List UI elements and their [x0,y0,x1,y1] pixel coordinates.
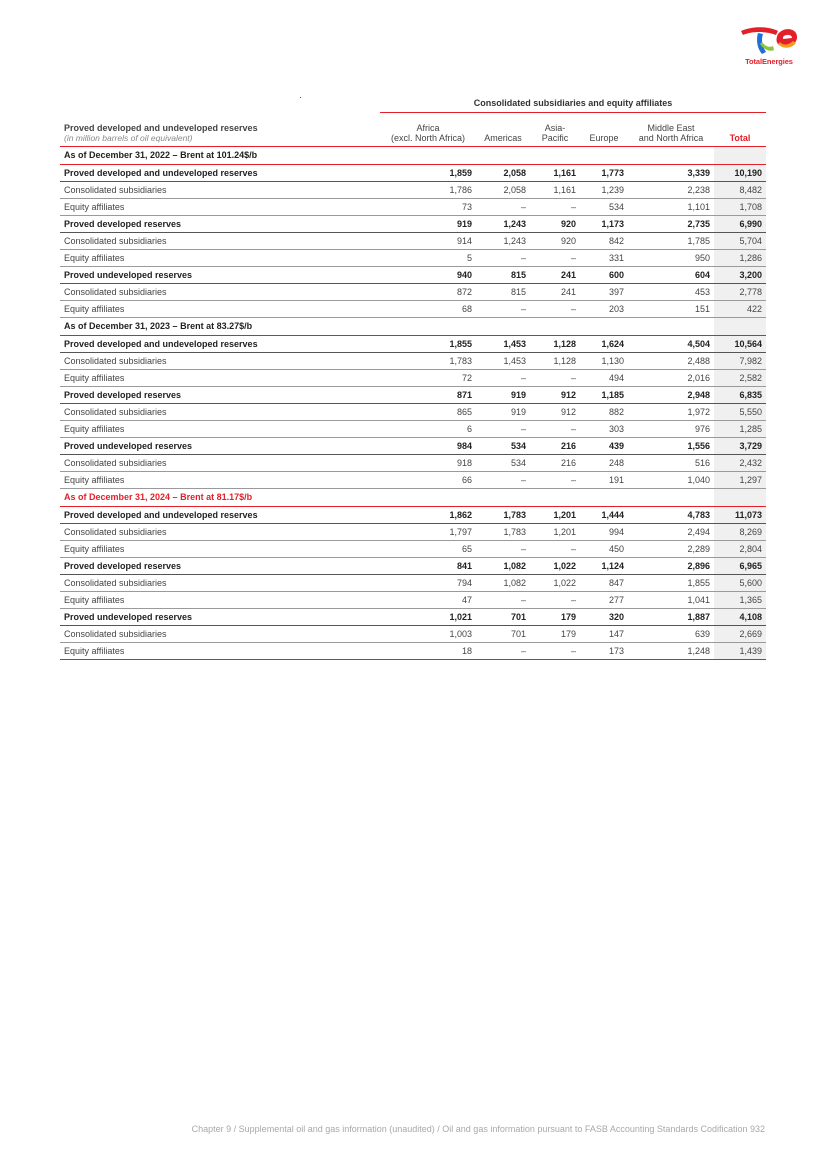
row-label: Consolidated subsidiaries [60,403,380,420]
value-cell: 397 [580,283,628,300]
value-cell: 1,797 [380,523,476,540]
total-column-cell [714,146,766,164]
value-cell: 1,855 [628,574,714,591]
row-label: Equity affiliates [60,198,380,215]
value-cell: 1,082 [476,557,530,574]
value-cell: 1,243 [476,215,530,232]
value-cell: 277 [580,591,628,608]
value-cell: 1,021 [380,608,476,625]
col-header-middle-east: Middle East and North Africa [628,112,714,146]
value-cell: 815 [476,266,530,283]
value-cell: 1,003 [380,625,476,642]
table-row [60,386,766,403]
value-cell: 4,504 [628,335,714,352]
value-cell: 1,783 [476,506,530,523]
value-cell: 1,128 [530,352,580,369]
value-cell: 4,783 [628,506,714,523]
row-label: Consolidated subsidiaries [60,232,380,249]
section-label: As of December 31, 2023 – Brent at 83.27$/b [60,317,714,335]
value-cell: 66 [380,471,476,488]
value-cell: 1,786 [380,181,476,198]
total-cell: 8,269 [714,523,766,540]
logo-text: TotalEnergies [745,57,793,66]
total-cell: 2,804 [714,540,766,557]
value-cell: 1,239 [580,181,628,198]
value-cell: 241 [530,266,580,283]
row-label: Proved developed reserves [60,386,380,403]
value-cell: 68 [380,300,476,317]
row-label: Equity affiliates [60,540,380,557]
value-cell: 914 [380,232,476,249]
row-label: Proved developed reserves [60,557,380,574]
table-row [60,625,766,642]
row-label: Proved developed reserves [60,215,380,232]
value-cell: 815 [476,283,530,300]
value-cell: 872 [380,283,476,300]
value-cell: 216 [530,454,580,471]
value-cell: 1,124 [580,557,628,574]
value-cell: – [530,642,580,659]
value-cell: 1,130 [580,352,628,369]
row-label: Proved undeveloped reserves [60,608,380,625]
total-cell: 1,297 [714,471,766,488]
value-cell: 865 [380,403,476,420]
value-cell: – [476,591,530,608]
value-cell: 2,948 [628,386,714,403]
row-label: Equity affiliates [60,369,380,386]
section-header-row [60,146,766,164]
value-cell: 1,040 [628,471,714,488]
value-cell: 1,783 [380,352,476,369]
row-label: Equity affiliates [60,420,380,437]
value-cell: 842 [580,232,628,249]
total-cell: 3,729 [714,437,766,454]
row-label: Equity affiliates [60,471,380,488]
row-label: Consolidated subsidiaries [60,625,380,642]
value-cell: 1,887 [628,608,714,625]
table-row [60,369,766,386]
value-cell: 1,161 [530,164,580,181]
table-row [60,540,766,557]
value-cell: 494 [580,369,628,386]
value-cell: 1,972 [628,403,714,420]
table-title: Proved developed and undeveloped reserves [64,122,258,133]
value-cell: 1,201 [530,523,580,540]
total-cell: 1,285 [714,420,766,437]
value-cell: – [530,249,580,266]
table-row [60,198,766,215]
value-cell: – [530,300,580,317]
section-label: As of December 31, 2022 – Brent at 101.24$/b [60,146,714,164]
col-header-asia-pacific: Asia- Pacific [530,112,580,146]
value-cell: 2,058 [476,181,530,198]
section-header-row [60,317,766,335]
value-cell: 450 [580,540,628,557]
total-cell: 2,582 [714,369,766,386]
value-cell: 1,556 [628,437,714,454]
total-cell: 5,600 [714,574,766,591]
total-cell: 4,108 [714,608,766,625]
table-row [60,181,766,198]
total-cell: 10,564 [714,335,766,352]
value-cell: 2,289 [628,540,714,557]
total-cell: 1,708 [714,198,766,215]
total-cell: 1,439 [714,642,766,659]
totalenergies-logo [738,24,800,68]
value-cell: 1,185 [580,386,628,403]
value-cell: 918 [380,454,476,471]
row-label: Proved developed and undeveloped reserves [60,506,380,523]
value-cell: 2,494 [628,523,714,540]
table-row [60,215,766,232]
value-cell: 1,041 [628,591,714,608]
total-cell: 5,704 [714,232,766,249]
value-cell: 179 [530,625,580,642]
value-cell: – [530,540,580,557]
total-cell: 6,990 [714,215,766,232]
value-cell: 994 [580,523,628,540]
value-cell: 940 [380,266,476,283]
value-cell: 841 [380,557,476,574]
value-cell: 919 [476,386,530,403]
row-label: Consolidated subsidiaries [60,181,380,198]
table-row [60,352,766,369]
table-row [60,574,766,591]
value-cell: 1,248 [628,642,714,659]
value-cell: 984 [380,437,476,454]
row-label: Proved undeveloped reserves [60,437,380,454]
table-row [60,471,766,488]
table-row [60,608,766,625]
total-cell: 6,965 [714,557,766,574]
col-header-africa: Africa (excl. North Africa) [380,112,476,146]
section-label: As of December 31, 2024 – Brent at 81.17$/b [60,488,714,506]
row-label: Consolidated subsidiaries [60,523,380,540]
table-row [60,300,766,317]
value-cell: 3,339 [628,164,714,181]
value-cell: 794 [380,574,476,591]
value-cell: 920 [530,232,580,249]
value-cell: 203 [580,300,628,317]
value-cell: – [530,471,580,488]
total-cell: 5,550 [714,403,766,420]
value-cell: 871 [380,386,476,403]
value-cell: 701 [476,625,530,642]
value-cell: 191 [580,471,628,488]
value-cell: 65 [380,540,476,557]
total-cell: 2,778 [714,283,766,300]
total-cell: 422 [714,300,766,317]
value-cell: 303 [580,420,628,437]
value-cell: – [530,420,580,437]
value-cell: 1,624 [580,335,628,352]
row-label: Proved undeveloped reserves [60,266,380,283]
total-column-cell [714,317,766,335]
table-row [60,437,766,454]
row-label: Consolidated subsidiaries [60,283,380,300]
value-cell: 2,488 [628,352,714,369]
reserves-table [60,96,766,660]
row-label: Equity affiliates [60,642,380,659]
table-row [60,283,766,300]
value-cell: 147 [580,625,628,642]
group-header-row [60,96,766,112]
value-cell: 1,785 [628,232,714,249]
value-cell: 1,862 [380,506,476,523]
value-cell: 534 [476,454,530,471]
value-cell: 1,161 [530,181,580,198]
value-cell: 1,453 [476,335,530,352]
column-header-row [60,112,766,146]
total-cell: 1,365 [714,591,766,608]
total-cell: 2,432 [714,454,766,471]
value-cell: 1,773 [580,164,628,181]
value-cell: 5 [380,249,476,266]
value-cell: 1,859 [380,164,476,181]
section-header-row [60,488,766,506]
table-row [60,557,766,574]
col-header-total: Total [714,112,766,146]
value-cell: – [476,471,530,488]
page-footer: Chapter 9 / Supplemental oil and gas information (unaudited) / Oil and gas information pursuant to FASB Accounting Standards Codification 932 [191,1124,765,1134]
value-cell: 882 [580,403,628,420]
table-row [60,403,766,420]
value-cell: 439 [580,437,628,454]
value-cell: 241 [530,283,580,300]
value-cell: – [476,300,530,317]
table-row [60,642,766,659]
value-cell: 919 [476,403,530,420]
total-cell: 8,482 [714,181,766,198]
table-row [60,420,766,437]
value-cell: 912 [530,403,580,420]
group-header: Consolidated subsidiaries and equity affiliates [380,96,766,112]
table-row [60,335,766,352]
value-cell: – [476,420,530,437]
value-cell: 516 [628,454,714,471]
row-label: Proved developed and undeveloped reserves [60,164,380,181]
value-cell: 2,735 [628,215,714,232]
col-header-americas: Americas [476,112,530,146]
value-cell: 216 [530,437,580,454]
value-cell: 1,201 [530,506,580,523]
value-cell: 179 [530,608,580,625]
value-cell: 639 [628,625,714,642]
value-cell: 1,128 [530,335,580,352]
value-cell: 604 [628,266,714,283]
value-cell: 600 [580,266,628,283]
value-cell: – [476,249,530,266]
value-cell: 1,082 [476,574,530,591]
value-cell: – [476,540,530,557]
value-cell: 1,173 [580,215,628,232]
value-cell: – [530,591,580,608]
value-cell: 1,444 [580,506,628,523]
value-cell: 151 [628,300,714,317]
table-row [60,266,766,283]
value-cell: 1,855 [380,335,476,352]
value-cell: 72 [380,369,476,386]
value-cell: 47 [380,591,476,608]
table-row [60,249,766,266]
value-cell: 2,896 [628,557,714,574]
value-cell: 1,783 [476,523,530,540]
table-row [60,454,766,471]
value-cell: 6 [380,420,476,437]
table-subtitle: (in million barrels of oil equivalent) [64,132,193,143]
value-cell: 1,022 [530,574,580,591]
row-label: Consolidated subsidiaries [60,574,380,591]
value-cell: 248 [580,454,628,471]
value-cell: 320 [580,608,628,625]
value-cell: 534 [580,198,628,215]
table-row [60,164,766,181]
row-label: Proved developed and undeveloped reserves [60,335,380,352]
value-cell: 1,022 [530,557,580,574]
total-cell: 11,073 [714,506,766,523]
value-cell: – [530,369,580,386]
value-cell: 950 [628,249,714,266]
total-cell: 3,200 [714,266,766,283]
value-cell: 18 [380,642,476,659]
value-cell: 701 [476,608,530,625]
value-cell: 453 [628,283,714,300]
total-column-cell [714,488,766,506]
value-cell: 1,101 [628,198,714,215]
value-cell: – [530,198,580,215]
value-cell: – [476,642,530,659]
row-label: Equity affiliates [60,300,380,317]
table-row [60,523,766,540]
total-cell: 10,190 [714,164,766,181]
value-cell: 919 [380,215,476,232]
value-cell: 331 [580,249,628,266]
total-cell: 1,286 [714,249,766,266]
value-cell: 912 [530,386,580,403]
value-cell: 847 [580,574,628,591]
value-cell: – [476,198,530,215]
total-cell: 7,982 [714,352,766,369]
value-cell: 920 [530,215,580,232]
value-cell: 2,238 [628,181,714,198]
table-title-cell [60,112,380,146]
value-cell: 976 [628,420,714,437]
row-label: Equity affiliates [60,249,380,266]
table-row [60,591,766,608]
total-cell: 2,669 [714,625,766,642]
row-label: Equity affiliates [60,591,380,608]
table-row [60,506,766,523]
value-cell: 2,058 [476,164,530,181]
row-label: Consolidated subsidiaries [60,352,380,369]
logo-mark-icon [738,24,800,56]
value-cell: 1,453 [476,352,530,369]
value-cell: – [476,369,530,386]
table-row [60,232,766,249]
value-cell: 1,243 [476,232,530,249]
col-header-europe: Europe [580,112,628,146]
value-cell: 73 [380,198,476,215]
value-cell: 2,016 [628,369,714,386]
total-cell: 6,835 [714,386,766,403]
value-cell: 173 [580,642,628,659]
value-cell: 534 [476,437,530,454]
row-label: Consolidated subsidiaries [60,454,380,471]
